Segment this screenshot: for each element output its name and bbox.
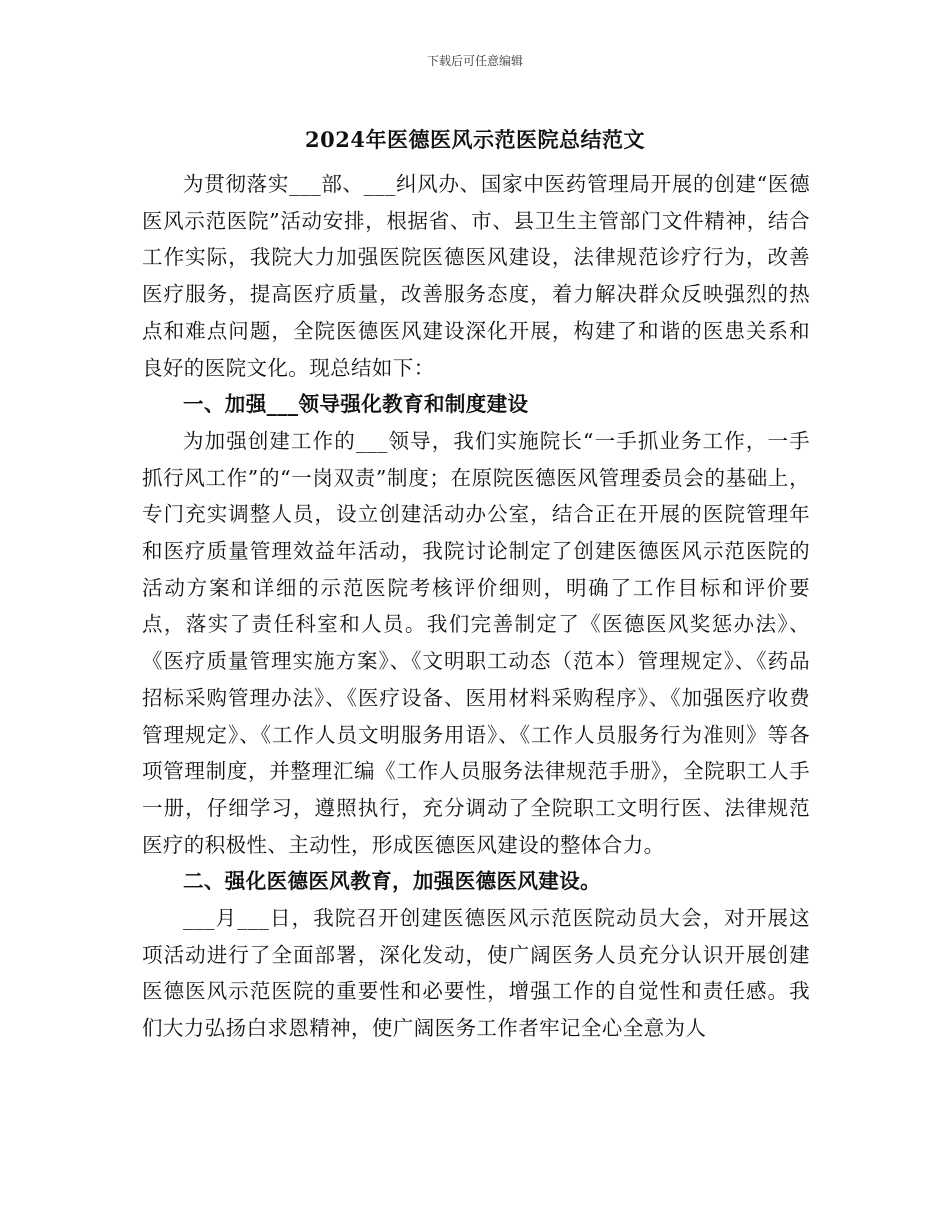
section-2-paragraph: ___月___日，我院召开创建医德医风示范医院动员大会，对开展这项活动进行了全面部署，深化发动，使广阔医务人员充分认识开展创建医德医风示范医院的重要性和必要性，增强工作的自觉性和责任感。我们大力弘扬白求恩精神，使广阔医务工作者牢记全心全意为人	[142, 906, 810, 1041]
intro-paragraph: 为贯彻落实___部、___纠风办、国家中医药管理局开展的创建“医德医风示范医院”活动安排，根据省、市、县卫生主管部门文件精神，结合工作实际，我院大力加强医院医德医风建设，法律规范诊疗行为，改善医疗服务，提高医疗质量，改善服务态度，着力解决群众反映强烈的热点和难点问题，全院医德医风建设深化开展，构建了和谐的医患关系和良好的医院文化。现总结如下：	[142, 172, 810, 380]
document-title: 2024年医德医风示范医院总结范文	[305, 127, 645, 152]
section-1-paragraph: 为加强创建工作的___领导，我们实施院长“一手抓业务工作，一手抓行风工作”的“一岗双责”制度；在原院医德医风管理委员会的基础上，专门充实调整人员，设立创建活动办公室，结合正在开展的医院管理年和医疗质量管理效益年活动，我院讨论制定了创建医德医风示范医院的活动方案和详细的示范医院考核评价细则，明确了工作目标和评价要点，落实了责任科室和人员。我们完善制定了《医德医风奖惩办法》、《医疗质量管理实施方案》、《文明职工动态（范本）管理规定》、《药品招标采购管理办法》、《医疗设备、医用材料采购程序》、《加强医疗收费管理规定》、《工作人员文明服务用语》、《工作人员服务行为准则》等各项管理制度，并整理汇编《工作人员服务法律规范手册》，全院职工人手一册，仔细学习，遵照执行，充分调动了全院职工文明行医、法律规范医疗的积极性、主动性，形成医德医风建设的整体合力。	[142, 428, 810, 857]
section-heading-2: 二、强化医德医风教育，加强医德医风建设。	[183, 869, 601, 894]
section-heading-1: 一、加强___领导强化教育和制度建设	[183, 392, 529, 417]
document-body	[142, 166, 810, 1047]
page-header: 下载后可任意编辑	[426, 54, 523, 68]
